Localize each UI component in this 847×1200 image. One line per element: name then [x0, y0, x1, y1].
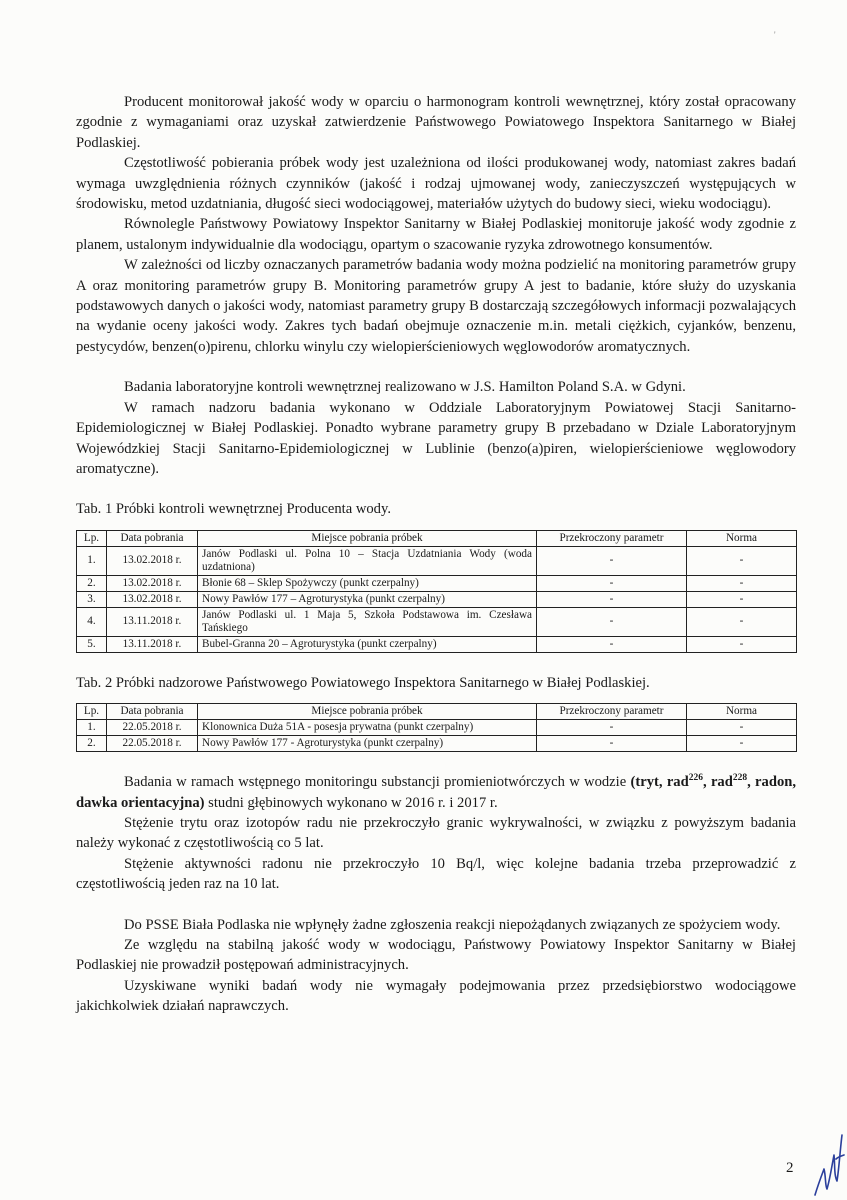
paragraph-3: Równolegle Państwowy Powiatowy Inspektor Sanitarny w Białej Podlaskiej monitoruje jakość wody zgodnie z planem, ustalonym indywidualnie dla wodociągu, opartym o szacowanie ryzyka zdrowotnego konsumentów.: [76, 216, 796, 253]
spacer: [76, 895, 796, 915]
bold-text-b: , rad: [702, 774, 733, 791]
paragraph-2: Częstotliwość pobierania próbek wody jest uzależniona od ilości produkowanej wody, natomiast zakres badań wymaga uwzględnienia różnych czynników (jakość i rodzaj ujmowanej wody, zanieczyszczeń występujących w środowisku, metod uzdatniania, długość sieci wodociągowej, materiałów użytych do budowy sieci, wieku wodociągu).: [76, 155, 796, 213]
table-row: [77, 607, 797, 636]
cell-exceeded: -: [537, 607, 687, 636]
cell-exceeded: -: [537, 591, 687, 607]
cell-date: 22.05.2018 r.: [107, 736, 198, 752]
table-row: [77, 736, 797, 752]
cell-norm: -: [687, 720, 797, 736]
cell-exceeded: -: [537, 546, 687, 575]
spacer: [76, 357, 796, 377]
table-2: [76, 703, 797, 752]
header-date: Data pobrania: [107, 704, 198, 720]
paragraph-11: Ze względu na stabilną jakość wody w wodociągu, Państwowy Powiatowy Inspektor Sanitarny w Białej Podlaskiej nie prowadził postępowań administracyjnych.: [76, 936, 796, 974]
cell-norm: -: [687, 607, 797, 636]
paragraph-12: Uzyskiwane wyniki badań wody nie wymagały podejmowania przez przedsiębiorstwo wodociągowe jakichkolwiek działań naprawczych.: [76, 977, 796, 1015]
header-location: Miejsce pobrania próbek: [198, 704, 537, 720]
cell-lp: 4.: [77, 607, 107, 636]
paragraph-10: Do PSSE Biała Podlaska nie wpłynęły żadne zgłoszenia reakcji niepożądanych związanych ze spożyciem wody.: [124, 916, 781, 933]
paragraph-1: Producent monitorował jakość wody w oparciu o harmonogram kontroli wewnętrznej, który został opracowany zgodnie z wymaganiami oraz uzyskał zatwierdzenie Państwowego Powiatowego Inspektora Sanitarnego w Białej Podlaskiej.: [76, 94, 796, 151]
bold-text-a: (tryt, rad: [630, 774, 689, 791]
cell-date: 13.02.2018 r.: [107, 591, 198, 607]
spacer: [76, 479, 796, 499]
cell-lp: 2.: [77, 736, 107, 752]
table-row: [77, 591, 797, 607]
cell-location: Błonie 68 – Sklep Spożywczy (punkt czerpalny): [198, 575, 537, 591]
superscript-228: 228: [732, 773, 748, 784]
bold-text-c: , radon, dawka orientacyjna): [76, 774, 797, 811]
header-location: Miejsce pobrania próbek: [198, 530, 537, 546]
cell-lp: 1.: [77, 546, 107, 575]
table-1-caption: Tab. 1 Próbki kontroli wewnętrznej Producenta wody.: [76, 501, 391, 518]
header-exceeded-parameter: Przekroczony parametr: [537, 530, 687, 546]
header-lp: Lp.: [77, 704, 107, 720]
cell-date: 13.02.2018 r.: [107, 575, 198, 591]
cell-location: Klonownica Duża 51A - posesja prywatna (punkt czerpalny): [198, 720, 537, 736]
cell-location: Janów Podlaski ul. Polna 10 – Stacja Uzdatniania Wody (woda uzdatniona): [198, 546, 537, 575]
paragraph-7: [76, 772, 796, 813]
cell-location: Nowy Pawłów 177 – Agroturystyka (punkt czerpalny): [198, 591, 537, 607]
cell-date: 13.11.2018 r.: [107, 607, 198, 636]
header-date: Data pobrania: [107, 530, 198, 546]
corner-mark: ': [774, 30, 776, 40]
paragraph-9: Stężenie aktywności radonu nie przekroczyło 10 Bq/l, więc kolejne badania trzeba przeprowadzić z częstotliwością jeden raz na 10 lat.: [76, 855, 796, 893]
page-number: 2: [786, 1160, 794, 1176]
cell-location: Nowy Pawłów 177 - Agroturystyka (punkt czerpalny): [198, 736, 537, 752]
cell-norm: -: [687, 546, 797, 575]
table-header-row: [77, 704, 797, 720]
cell-lp: 3.: [77, 591, 107, 607]
spacer: [76, 653, 796, 673]
paragraph-8: Stężenie trytu oraz izotopów radu nie przekroczyło granic wykrywalności, w związku z powyższym badania należy wykonać z częstotliwością co 5 lat.: [76, 814, 796, 852]
table-header-row: [77, 530, 797, 546]
cell-location: Bubel-Granna 20 – Agroturystyka (punkt czerpalny): [198, 636, 537, 652]
cell-norm: -: [687, 591, 797, 607]
table-row: [77, 575, 797, 591]
superscript-226: 226: [688, 773, 703, 784]
cell-exceeded: -: [537, 636, 687, 652]
paragraph-4: W zależności od liczby oznaczanych parametrów badania wody można podzielić na monitoring parametrów grupy A oraz monitoring parametrów grupy B. Monitoring parametrów grupy A jest to badanie, które służy do uzyskania podstawowych danych o jakości wody, natomiast parametry grupy B dostarczają szczegółowych informacji pozwalających na wydanie oceny jakości wody. Zakres tych badań obejmuje oznaczenie m.in. metali ciężkich, cyjanków, benzenu, pestycydów, benzen(o)pirenu, chlorku winylu czy wielopierścieniowych węglowodorów aromatycznych.: [76, 257, 796, 355]
table-2-caption: Tab. 2 Próbki nadzorowe Państwowego Powiatowego Inspektora Sanitarnego w Białej Podlaskiej.: [76, 674, 650, 691]
signature-initials-icon: [812, 1125, 846, 1200]
paragraph-7-end: studni głębinowych wykonano w 2016 r. i 2017 r.: [204, 794, 498, 811]
cell-norm: -: [687, 636, 797, 652]
cell-norm: -: [687, 736, 797, 752]
cell-exceeded: -: [537, 736, 687, 752]
table-row: [77, 546, 797, 575]
paragraph-5: Badania laboratoryjne kontroli wewnętrznej realizowano w J.S. Hamilton Poland S.A. w Gdyni.: [124, 379, 686, 396]
header-norm: Norma: [687, 704, 797, 720]
cell-lp: 1.: [77, 720, 107, 736]
cell-date: 13.02.2018 r.: [107, 546, 198, 575]
table-row: [77, 720, 797, 736]
paragraph-6: W ramach nadzoru badania wykonano w Oddziale Laboratoryjnym Powiatowej Stacji Sanitarno-Epidemiologicznej w Białej Podlaskiej. Ponadto wybrane parametry grupy B przebadano w Dziale Laboratoryjnym Wojewódzkiej Stacji Sanitarno-Epidemiologicznej w Lublinie (benzo(a)piren, wielopierścieniowe węglowodory aromatyczne).: [76, 399, 796, 477]
header-norm: Norma: [687, 530, 797, 546]
cell-lp: 2.: [77, 575, 107, 591]
cell-lp: 5.: [77, 636, 107, 652]
cell-exceeded: -: [537, 575, 687, 591]
paragraph-7-start: Badania w ramach wstępnego monitoringu substancji promieniotwórczych w wodzie: [124, 774, 627, 791]
cell-date: 13.11.2018 r.: [107, 636, 198, 652]
page-content: [76, 92, 796, 1017]
header-exceeded-parameter: Przekroczony parametr: [537, 704, 687, 720]
cell-exceeded: -: [537, 720, 687, 736]
cell-norm: -: [687, 575, 797, 591]
spacer: [76, 752, 796, 772]
cell-date: 22.05.2018 r.: [107, 720, 198, 736]
table-row: [77, 636, 797, 652]
table-1: [76, 530, 797, 653]
cell-location: Janów Podlaski ul. 1 Maja 5, Szkoła Podstawowa im. Czesława Tańskiego: [198, 607, 537, 636]
header-lp: Lp.: [77, 530, 107, 546]
